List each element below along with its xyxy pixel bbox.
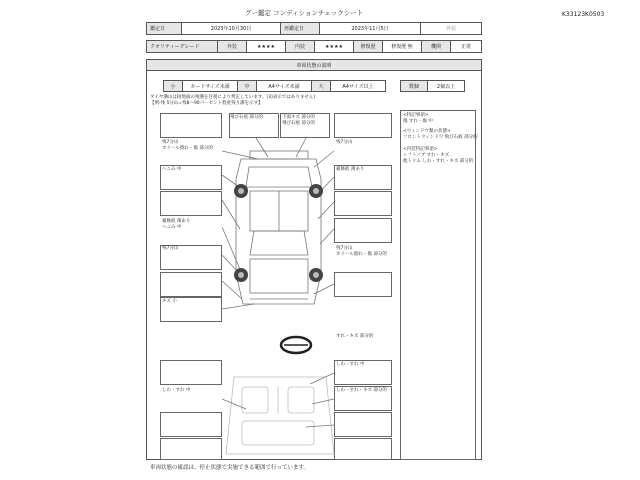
label-front-center-top: 下面キズ 部分的 飛び石痕 部分的 xyxy=(282,115,315,126)
label-left-rear-tire: 残7分山 xyxy=(162,246,179,251)
steering-wheel-icon xyxy=(281,337,311,353)
repair-history-value: 修復歴 無 xyxy=(382,40,422,53)
section-title: 車両状態の説明 xyxy=(146,59,482,71)
label-left-dent: へこみ 中 xyxy=(162,167,182,172)
legend-count: 数個 xyxy=(400,80,428,92)
label-right-front-tire: 残7分山 xyxy=(336,140,353,145)
sheet-code: K33123K0503 xyxy=(562,11,605,18)
reassess-date-label: 再鑑定日 xyxy=(280,22,320,35)
label-front-left-top: 飛び石痕 部分的 xyxy=(230,115,263,120)
note-line-2: 【例:残 5分山=残8～90パーセント程度残り溝を示す】 xyxy=(150,101,263,106)
interior-rating: ★★★★ xyxy=(314,40,354,53)
special-note-8: 他トリム しわ・すれ・キズ 部分的 xyxy=(403,159,474,164)
label-left-repair: 補修痕 薄あり へこみ 中 xyxy=(162,219,191,230)
legend-small-desc: カードサイズ未満 xyxy=(182,80,238,92)
exterior-rating: ★★★★ xyxy=(246,40,286,53)
exterior-header-label: 外装 xyxy=(420,22,482,35)
special-note-6: <内装特記事項> xyxy=(403,147,438,152)
legend-large: 大 xyxy=(311,80,331,92)
label-right-wrinkle-mid: しわ・すれ 中 xyxy=(336,362,365,367)
special-note-4: フロントウィンドウ 飛び石痕 部分的 xyxy=(403,135,478,140)
interior-label: 内装 xyxy=(285,40,315,53)
assess-date: 2023年10月30日 xyxy=(181,22,281,35)
special-note-3: <ウィンドウ類の状態> xyxy=(403,129,451,134)
legend-large-desc: A4サイズ以上 xyxy=(330,80,386,92)
label-right-repair: 補修痕 薄あり xyxy=(336,167,365,172)
label-left-small-scratch: キズ 小 xyxy=(162,299,177,304)
mechanics-value: 正常 xyxy=(450,40,482,53)
note-line-1: タイヤ溝山は接地面の残溝を目視により判定しています。(3)表示ではありません) xyxy=(150,95,316,100)
label-right-wrinkle-partial: しわ・すれ・キズ 部分的 xyxy=(336,388,387,393)
label-right-rear-tire: 残7分山 ホイール擦れ・傷 部分的 xyxy=(336,246,387,257)
reassess-date: 2023年11月5日 xyxy=(319,22,421,35)
exterior-label: 外装 xyxy=(217,40,247,53)
legend-small: 小 xyxy=(163,80,183,92)
legend-medium: 中 xyxy=(237,80,257,92)
legend-count-desc: 2個以上 xyxy=(427,80,465,92)
label-left-wrinkle-mid: しわ・すれ 中 xyxy=(162,388,191,393)
quality-grade-label: クオリティーグレード xyxy=(146,40,218,53)
mechanics-label: 機関 xyxy=(421,40,451,53)
vehicle-diagram xyxy=(146,59,482,460)
sheet-title: グー鑑定 コンディションチェックシート xyxy=(245,9,364,17)
label-left-front-tire: 残7分山 ホイール擦れ・傷 部分的 xyxy=(162,140,213,151)
repair-history-label: 修復歴 xyxy=(353,40,383,53)
footer-note: 車両状態の確認は、停止状態で実施できる範囲で行っています。 xyxy=(150,465,310,471)
legend-medium-desc: A4サイズ未満 xyxy=(256,80,312,92)
special-note-1: 傷 すれ・傷 中 xyxy=(403,119,433,124)
label-right-scratch-wear: すれ・キズ 部分的 xyxy=(336,334,374,339)
special-note-7: シフトノブ すれ・キズ xyxy=(403,153,450,158)
special-notes-title: <特記事項> xyxy=(403,113,429,118)
assess-date-label: 鑑定日 xyxy=(146,22,182,35)
